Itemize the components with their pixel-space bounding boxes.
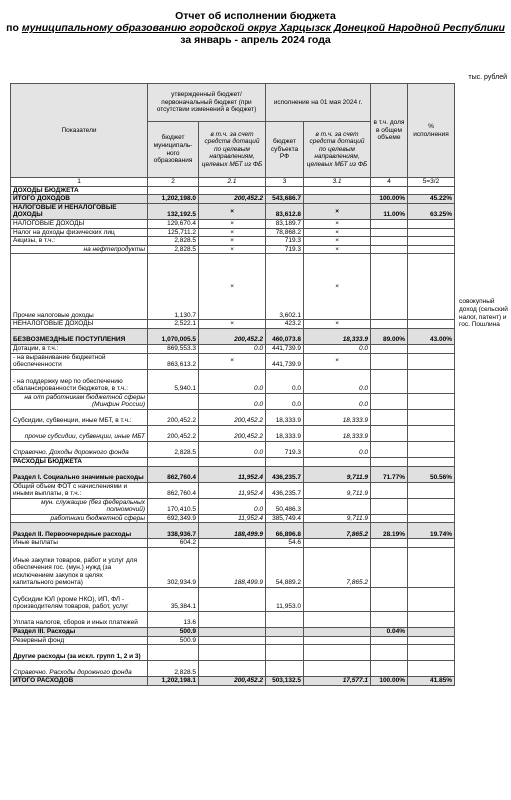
header-percent: % исполнения xyxy=(408,84,455,178)
table-row xyxy=(11,539,455,548)
col-num: 1 xyxy=(11,178,148,187)
cell-c2: 862,760.4 xyxy=(148,482,199,498)
cell-c21: 188,499.9 xyxy=(199,523,266,539)
cell-c21 xyxy=(199,636,266,645)
cell-c3: 385,749.4 xyxy=(266,514,304,523)
table-row xyxy=(11,523,455,539)
row-label: прочие субсидии, субвенции, иные МБТ xyxy=(11,425,148,441)
cell-c21 xyxy=(199,457,266,466)
cell-c21 xyxy=(199,612,266,628)
cell-c3: 83,189.7 xyxy=(266,219,304,228)
cell-c3: 719.3 xyxy=(266,237,304,246)
cell-c5: 50.56% xyxy=(408,466,455,482)
cell-c5 xyxy=(408,219,455,228)
cell-c2: 200,452.2 xyxy=(148,425,199,441)
cell-c5 xyxy=(408,344,455,353)
row-label: РАСХОДЫ БЮДЖЕТА xyxy=(11,457,148,466)
table-row xyxy=(11,195,455,204)
cell-c21: × xyxy=(199,254,266,320)
cell-c31: × xyxy=(304,237,371,246)
table-row xyxy=(11,645,455,661)
row-label: Справочно. Расходы дорожного фонда xyxy=(11,661,148,677)
cell-c5: 19.74% xyxy=(408,523,455,539)
cell-c5 xyxy=(408,393,455,409)
cell-c5 xyxy=(408,409,455,425)
cell-c4 xyxy=(371,636,408,645)
col-num: 3.1 xyxy=(304,178,371,187)
cell-c4 xyxy=(371,539,408,548)
row-label: на нефтепродукты xyxy=(11,245,148,254)
col-num: 2.1 xyxy=(199,178,266,187)
cell-c21: × xyxy=(199,245,266,254)
cell-c31: 9,711.9 xyxy=(304,514,371,523)
cell-c31: 18,333.9 xyxy=(304,409,371,425)
row-label: мун. служащие (без федеральных полномочий) xyxy=(11,498,148,514)
cell-c3: 66,896.8 xyxy=(266,523,304,539)
cell-c5 xyxy=(408,186,455,195)
cell-c2: 500.9 xyxy=(148,628,199,637)
cell-c31 xyxy=(304,645,371,661)
row-label: ИТОГО ДОХОДОВ xyxy=(11,195,148,204)
cell-c4 xyxy=(371,498,408,514)
cell-c21 xyxy=(199,588,266,612)
cell-c3: 0.0 xyxy=(266,369,304,393)
row-label: БЕЗВОЗМЕЗДНЫЕ ПОСТУПЛЕНИЯ xyxy=(11,328,148,344)
table-row xyxy=(11,369,455,393)
cell-c5 xyxy=(408,661,455,677)
cell-c21: 11,952.4 xyxy=(199,466,266,482)
col-num: 3 xyxy=(266,178,304,187)
row-label: ДОХОДЫ БЮДЖЕТА xyxy=(11,186,148,195)
cell-c2 xyxy=(148,393,199,409)
cell-c4 xyxy=(371,457,408,466)
cell-c5 xyxy=(408,369,455,393)
title-entity: муниципальному образованию городской округ Харцызск Донецкой Народной Республики xyxy=(21,22,505,34)
cell-c21: 200,452.2 xyxy=(199,409,266,425)
cell-c4: 100.00% xyxy=(371,195,408,204)
cell-c21: 200,452.2 xyxy=(199,328,266,344)
cell-c21: × xyxy=(199,203,266,219)
header-execution-group: исполнение на 01 мая 2024 г. xyxy=(266,84,371,122)
cell-c5 xyxy=(408,441,455,457)
cell-c31: 9,711.9 xyxy=(304,482,371,498)
row-label: Раздел II. Первоочередные расходы xyxy=(11,523,148,539)
cell-c3: 50,486.3 xyxy=(266,498,304,514)
budget-table xyxy=(10,83,455,686)
header-exec-subject: бюджет субъекта РФ xyxy=(266,122,304,178)
cell-c5 xyxy=(408,628,455,637)
table-row xyxy=(11,588,455,612)
cell-c2: 1,070,005.5 xyxy=(148,328,199,344)
cell-c2: 35,384.1 xyxy=(148,588,199,612)
cell-c31: 0.0 xyxy=(304,441,371,457)
cell-c2: 5,940.1 xyxy=(148,369,199,393)
cell-c2: 1,130.7 xyxy=(148,254,199,320)
cell-c21: 200,452.2 xyxy=(199,195,266,204)
cell-c21 xyxy=(199,628,266,637)
cell-c5: 63.25% xyxy=(408,203,455,219)
cell-c3 xyxy=(266,661,304,677)
table-row xyxy=(11,677,455,686)
cell-c31: × xyxy=(304,219,371,228)
cell-c2: 1,202,198.0 xyxy=(148,195,199,204)
col-num: 4 xyxy=(371,178,408,187)
row-label: Иные закупки товаров, работ и услуг для обеспечения гос. (мун.) нужд (за исключением закупок в целях капитального ремонта) xyxy=(11,548,148,588)
row-label: - на поддержку мер по обеспечению сбалансированности бюджетов, в т.ч.: xyxy=(11,369,148,393)
row-label: Налог на доходы физических лиц xyxy=(11,228,148,237)
cell-c31: 7,865.2 xyxy=(304,523,371,539)
cell-c3: 423.2 xyxy=(266,320,304,329)
header-approved-targeted: в т.ч. за счет средств дотаций по целевым направлениям, целевых МБТ из ФБ xyxy=(199,122,266,178)
table-row xyxy=(11,514,455,523)
cell-c3: 18,333.9 xyxy=(266,409,304,425)
table-row xyxy=(11,393,455,409)
cell-c3 xyxy=(266,457,304,466)
cell-c5 xyxy=(408,588,455,612)
cell-c3: 11,953.0 xyxy=(266,588,304,612)
units-label: тыс. рублей xyxy=(468,74,507,81)
header-approved-municipal: бюджет муниципаль-ного образования xyxy=(148,122,199,178)
cell-c21: × xyxy=(199,320,266,329)
cell-c5 xyxy=(408,254,455,320)
row-label: ИТОГО РАСХОДОВ xyxy=(11,677,148,686)
col-num: 2 xyxy=(148,178,199,187)
cell-c5 xyxy=(408,645,455,661)
cell-c4: 100.00% xyxy=(371,677,408,686)
cell-c5 xyxy=(408,612,455,628)
cell-c21: 0.0 xyxy=(199,393,266,409)
cell-c21 xyxy=(199,661,266,677)
title-line-3: за январь - апрель 2024 года xyxy=(180,34,331,46)
cell-c21: × xyxy=(199,228,266,237)
cell-c5: 43.00% xyxy=(408,328,455,344)
cell-c2: 862,760.4 xyxy=(148,466,199,482)
cell-c21: × xyxy=(199,219,266,228)
cell-c4 xyxy=(371,353,408,369)
table-row xyxy=(11,441,455,457)
cell-c5: 45.22% xyxy=(408,195,455,204)
table-row xyxy=(11,498,455,514)
cell-c4 xyxy=(371,320,408,329)
cell-c21: 0.0 xyxy=(199,369,266,393)
table-row xyxy=(11,548,455,588)
cell-c31: 9,711.9 xyxy=(304,466,371,482)
row-label: Справочно. Доходы дорожного фонда xyxy=(11,441,148,457)
cell-c5 xyxy=(408,237,455,246)
cell-c3: 543,686.7 xyxy=(266,195,304,204)
cell-c2: 338,936.7 xyxy=(148,523,199,539)
cell-c3 xyxy=(266,612,304,628)
cell-c2: 2,828.5 xyxy=(148,661,199,677)
cell-c31: × xyxy=(304,228,371,237)
cell-c31: 7,865.2 xyxy=(304,548,371,588)
row-label: на о/т работникам бюджетной сферы (Минфин России) xyxy=(11,393,148,409)
table-row xyxy=(11,612,455,628)
row-label: - на выравнивание бюджетной обеспеченности xyxy=(11,353,148,369)
cell-c5 xyxy=(408,514,455,523)
cell-c3: 83,612.8 xyxy=(266,203,304,219)
cell-c5 xyxy=(408,498,455,514)
title-line-1: Отчет об исполнении бюджета xyxy=(175,10,336,22)
cell-c3: 18,333.9 xyxy=(266,425,304,441)
cell-c31 xyxy=(304,539,371,548)
header-share: в т.ч. доля в общем объеме xyxy=(371,84,408,178)
cell-c5 xyxy=(408,245,455,254)
cell-c4 xyxy=(371,409,408,425)
cell-c21: 200,452.2 xyxy=(199,425,266,441)
cell-c2: 2,522.1 xyxy=(148,320,199,329)
table-row xyxy=(11,228,455,237)
cell-c4 xyxy=(371,441,408,457)
cell-c2 xyxy=(148,645,199,661)
col-num: 5=3/2 xyxy=(408,178,455,187)
row-label: Прочие налоговые доходы xyxy=(11,254,148,320)
row-label: Общий объем ФОТ с начислениями и иными выплаты, в т.ч.: xyxy=(11,482,148,498)
cell-c5 xyxy=(408,425,455,441)
header-indicators: Показатели xyxy=(11,84,148,178)
cell-c2: 200,452.2 xyxy=(148,409,199,425)
cell-c21: 200,452.2 xyxy=(199,677,266,686)
cell-c5 xyxy=(408,539,455,548)
cell-c2: 2,828.5 xyxy=(148,441,199,457)
cell-c21 xyxy=(199,645,266,661)
cell-c3: 441,739.9 xyxy=(266,353,304,369)
table-row xyxy=(11,457,455,466)
side-note: совокупный доход (сельский налог, патент) и гос. Пошлина xyxy=(459,298,508,329)
table-row xyxy=(11,254,455,320)
table-row xyxy=(11,344,455,353)
cell-c4 xyxy=(371,393,408,409)
cell-c4: 0.04% xyxy=(371,628,408,637)
row-label: Иные выплаты xyxy=(11,539,148,548)
cell-c2: 500.9 xyxy=(148,636,199,645)
cell-c5 xyxy=(408,228,455,237)
cell-c21: 0.0 xyxy=(199,441,266,457)
cell-c3 xyxy=(266,636,304,645)
cell-c3: 54,889.2 xyxy=(266,548,304,588)
cell-c31 xyxy=(304,195,371,204)
cell-c4 xyxy=(371,482,408,498)
cell-c31 xyxy=(304,612,371,628)
cell-c3 xyxy=(266,645,304,661)
row-label: Субсидии, субвенции, иные МБТ, в т.ч.: xyxy=(11,409,148,425)
cell-c4 xyxy=(371,237,408,246)
cell-c2: 1,202,198.1 xyxy=(148,677,199,686)
cell-c3 xyxy=(266,186,304,195)
cell-c2: 170,410.5 xyxy=(148,498,199,514)
cell-c4 xyxy=(371,661,408,677)
row-label: Раздел I. Социально значимые расходы xyxy=(11,466,148,482)
row-label: Резервный фонд xyxy=(11,636,148,645)
cell-c4 xyxy=(371,369,408,393)
cell-c31: × xyxy=(304,254,371,320)
row-label: НЕНАЛОГОВЫЕ ДОХОДЫ xyxy=(11,320,148,329)
cell-c3: 460,073.8 xyxy=(266,328,304,344)
cell-c31: 18,333.9 xyxy=(304,328,371,344)
row-label: Субсидии ЮЛ (кроме НКО), ИП, ФЛ - производителям товаров, работ, услуг xyxy=(11,588,148,612)
cell-c4: 89.00% xyxy=(371,328,408,344)
cell-c31: 0.0 xyxy=(304,369,371,393)
cell-c31: 17,577.1 xyxy=(304,677,371,686)
table-row xyxy=(11,466,455,482)
cell-c3: 78,868.2 xyxy=(266,228,304,237)
cell-c4 xyxy=(371,548,408,588)
cell-c4 xyxy=(371,344,408,353)
cell-c2: 863,613.2 xyxy=(148,353,199,369)
cell-c3: 436,235.7 xyxy=(266,466,304,482)
cell-c21: 0.0 xyxy=(199,344,266,353)
cell-c31: 0.0 xyxy=(304,393,371,409)
row-label: Другие расходы (за искл. групп 1, 2 и 3) xyxy=(11,645,148,661)
cell-c2: 132,192.5 xyxy=(148,203,199,219)
cell-c31: × xyxy=(304,203,371,219)
table-row xyxy=(11,237,455,246)
cell-c2: 2,828.5 xyxy=(148,245,199,254)
cell-c5 xyxy=(408,320,455,329)
cell-c2: 2,828.5 xyxy=(148,237,199,246)
table-row xyxy=(11,628,455,637)
table-row xyxy=(11,409,455,425)
table-row xyxy=(11,245,455,254)
table-row xyxy=(11,353,455,369)
cell-c2: 129,670.4 xyxy=(148,219,199,228)
cell-c21 xyxy=(199,539,266,548)
cell-c31 xyxy=(304,628,371,637)
cell-c21: 11,952.4 xyxy=(199,514,266,523)
cell-c31 xyxy=(304,457,371,466)
title-line-2 xyxy=(0,22,511,34)
row-label: Уплата налогов, сборов и иных платежей xyxy=(11,612,148,628)
cell-c5 xyxy=(408,353,455,369)
cell-c3: 441,739.9 xyxy=(266,344,304,353)
table-row xyxy=(11,482,455,498)
cell-c3: 503,132.5 xyxy=(266,677,304,686)
table-row xyxy=(11,203,455,219)
row-label: работники бюджетной сферы xyxy=(11,514,148,523)
cell-c5: 41.85% xyxy=(408,677,455,686)
cell-c4 xyxy=(371,645,408,661)
cell-c31: × xyxy=(304,245,371,254)
table-row xyxy=(11,320,455,329)
cell-c5 xyxy=(408,482,455,498)
cell-c21: 188,499.9 xyxy=(199,548,266,588)
table-row xyxy=(11,186,455,195)
cell-c31 xyxy=(304,186,371,195)
cell-c31: × xyxy=(304,353,371,369)
report-title xyxy=(0,10,511,46)
cell-c21: × xyxy=(199,237,266,246)
table-row xyxy=(11,636,455,645)
table-row xyxy=(11,661,455,677)
cell-c3: 719.3 xyxy=(266,245,304,254)
row-label: Дотации, в т.ч.: xyxy=(11,344,148,353)
cell-c4 xyxy=(371,425,408,441)
table-row xyxy=(11,328,455,344)
cell-c31: × xyxy=(304,320,371,329)
cell-c4 xyxy=(371,588,408,612)
cell-c5 xyxy=(408,636,455,645)
cell-c3: 436,235.7 xyxy=(266,482,304,498)
cell-c3 xyxy=(266,628,304,637)
table-row xyxy=(11,425,455,441)
header-approved-group: утвержденный бюджет/первоначальный бюджет (при отсутствии изменений в бюджет) xyxy=(148,84,266,122)
cell-c5 xyxy=(408,548,455,588)
cell-c2: 125,711.2 xyxy=(148,228,199,237)
cell-c4 xyxy=(371,219,408,228)
cell-c31 xyxy=(304,636,371,645)
cell-c4: 11.00% xyxy=(371,203,408,219)
cell-c31 xyxy=(304,588,371,612)
cell-c2: 604.2 xyxy=(148,539,199,548)
row-label: Акцизы, в т.ч.: xyxy=(11,237,148,246)
cell-c31 xyxy=(304,498,371,514)
cell-c3: 54.6 xyxy=(266,539,304,548)
cell-c4 xyxy=(371,254,408,320)
cell-c2: 13.6 xyxy=(148,612,199,628)
cell-c31: 18,333.9 xyxy=(304,425,371,441)
cell-c2 xyxy=(148,186,199,195)
title-prefix: по xyxy=(6,22,19,34)
row-label: НАЛОГОВЫЕ ДОХОДЫ xyxy=(11,219,148,228)
cell-c2: 302,934.9 xyxy=(148,548,199,588)
cell-c4 xyxy=(371,186,408,195)
cell-c4 xyxy=(371,612,408,628)
cell-c3: 0.0 xyxy=(266,393,304,409)
cell-c5 xyxy=(408,457,455,466)
cell-c2: 869,553.3 xyxy=(148,344,199,353)
header-exec-targeted: в т.ч. за счет средств дотаций по целевым направлениям, целевых МБТ из ФБ xyxy=(304,122,371,178)
column-number-row xyxy=(11,178,455,187)
cell-c21: 11,952.4 xyxy=(199,482,266,498)
cell-c4 xyxy=(371,514,408,523)
cell-c4: 71.77% xyxy=(371,466,408,482)
cell-c31 xyxy=(304,661,371,677)
cell-c31: 0.0 xyxy=(304,344,371,353)
row-label: Раздел III. Расходы xyxy=(11,628,148,637)
cell-c2: 692,349.9 xyxy=(148,514,199,523)
cell-c3: 719.3 xyxy=(266,441,304,457)
cell-c4 xyxy=(371,245,408,254)
cell-c4 xyxy=(371,228,408,237)
cell-c2 xyxy=(148,457,199,466)
cell-c3: 3,602.1 xyxy=(266,254,304,320)
cell-c4: 28.19% xyxy=(371,523,408,539)
cell-c21 xyxy=(199,186,266,195)
cell-c21: × xyxy=(199,353,266,369)
table-row xyxy=(11,219,455,228)
cell-c21: 0.0 xyxy=(199,498,266,514)
row-label: НАЛОГОВЫЕ И НЕНАЛОГОВЫЕ ДОХОДЫ xyxy=(11,203,148,219)
